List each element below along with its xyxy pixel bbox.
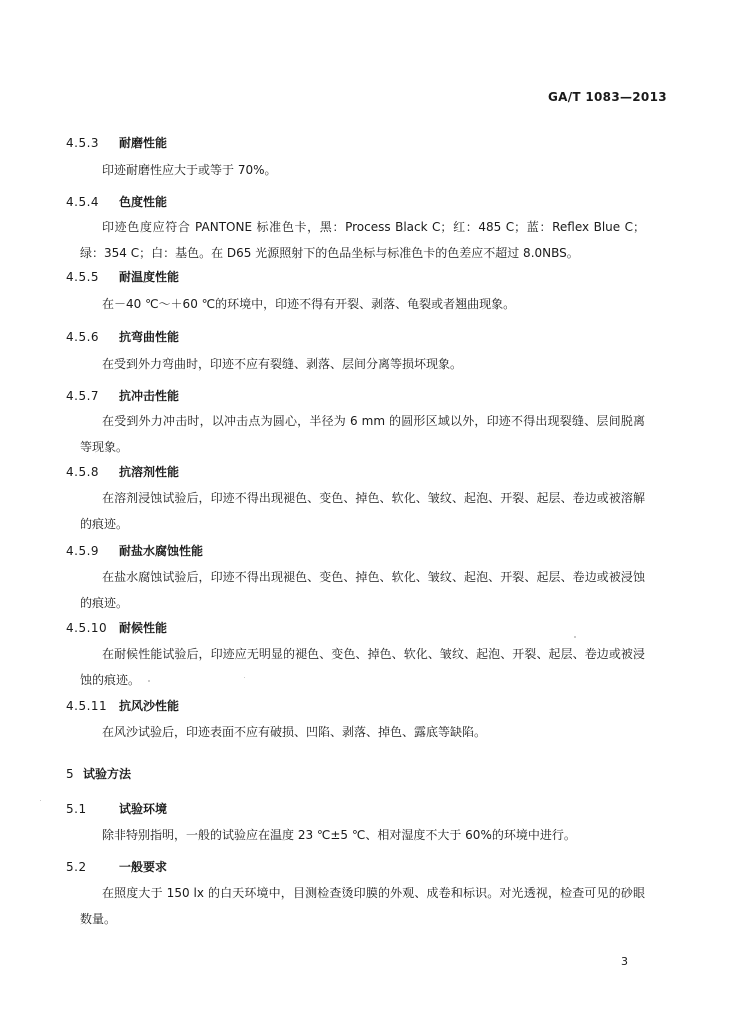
section-number: 4.5.7 [66, 389, 100, 403]
section-body-4-5-4: 印迹色度应符合 PANTONE 标准色卡，黑：Process Black C；红：485 C；蓝：Reflex Blue C；绿：354 C；白：基色。在 D65 光源照射下的色品坐标与标准色卡的色差应不超过 8.0NBS。 [80, 220, 645, 260]
scan-speck [148, 680, 150, 682]
section-number: 5.2 [66, 860, 87, 874]
section-body-4-5-5: 在－40 ℃～＋60 ℃的环境中，印迹不得有开裂、剥落、龟裂或者翘曲现象。 [102, 297, 516, 311]
section-heading-4-5-4 [66, 193, 167, 210]
section-title: 耐候性能 [119, 621, 168, 635]
section-heading-5-1 [66, 800, 167, 817]
section-number: 4.5.10 [66, 621, 108, 635]
section-heading-5-2 [66, 858, 167, 875]
section-heading-4-5-11 [66, 697, 179, 714]
section-body-4-5-6: 在受到外力弯曲时，印迹不应有裂缝、剥落、层间分离等损坏现象。 [102, 357, 463, 371]
section-number: 5.1 [66, 802, 87, 816]
section-title: 抗弯曲性能 [119, 330, 180, 344]
section-heading-4-5-3 [66, 134, 167, 151]
section-heading-4-5-5 [66, 268, 179, 285]
section-body-4-5-9: 在盐水腐蚀试验后，印迹不得出现褪色、变色、掉色、软化、皱纹、起泡、开裂、起层、卷边或被浸蚀的痕迹。 [80, 570, 645, 610]
section-title: 耐盐水腐蚀性能 [119, 544, 204, 558]
document-code: GA/T 1083—2013 [548, 90, 667, 104]
section-heading-4-5-10 [66, 619, 167, 636]
section-title: 抗风沙性能 [119, 699, 180, 713]
section-number: 4.5.9 [66, 544, 100, 558]
chapter-number: 5 [66, 767, 75, 781]
section-number: 4.5.8 [66, 465, 100, 479]
section-title: 耐磨性能 [119, 136, 168, 150]
section-heading-4-5-8 [66, 463, 179, 480]
section-heading-4-5-9 [66, 542, 203, 559]
section-body-4-5-3: 印迹耐磨性应大于或等于 70%。 [102, 163, 277, 177]
scan-speck [574, 636, 576, 638]
section-heading-4-5-6 [66, 328, 179, 345]
chapter-heading-5 [66, 765, 131, 782]
section-heading-4-5-7 [66, 387, 179, 404]
scan-speck [40, 800, 41, 801]
section-title: 试验环境 [119, 802, 168, 816]
section-number: 4.5.3 [66, 136, 100, 150]
section-body-5-2: 在照度大于 150 lx 的白天环境中，目测检查烫印膜的外观、成卷和标识。对光透视，检查可见的砂眼数量。 [80, 886, 645, 926]
section-body-4-5-7: 在受到外力冲击时，以冲击点为圆心，半径为 6 mm 的圆形区域以外，印迹不得出现裂缝、层间脱离等现象。 [80, 414, 645, 454]
section-body-4-5-8: 在溶剂浸蚀试验后，印迹不得出现褪色、变色、掉色、软化、皱纹、起泡、开裂、起层、卷边或被溶解的痕迹。 [80, 491, 645, 531]
section-number: 4.5.11 [66, 699, 108, 713]
section-number: 4.5.5 [66, 270, 100, 284]
section-title: 色度性能 [119, 195, 168, 209]
section-number: 4.5.6 [66, 330, 100, 344]
section-body-5-1: 除非特别指明，一般的试验应在温度 23 ℃±5 ℃、相对湿度不大于 60%的环境中进行。 [102, 828, 576, 842]
section-title: 耐温度性能 [119, 270, 180, 284]
section-body-4-5-11: 在风沙试验后，印迹表面不应有破损、凹陷、剥落、掉色、露底等缺陷。 [102, 725, 487, 739]
section-title: 抗溶剂性能 [119, 465, 180, 479]
section-title: 一般要求 [119, 860, 168, 874]
page-number: 3 [621, 955, 628, 968]
section-body-4-5-10: 在耐候性能试验后，印迹应无明显的褪色、变色、掉色、软化、皱纹、起泡、开裂、起层、卷边或被浸蚀的痕迹。 [80, 647, 645, 687]
section-number: 4.5.4 [66, 195, 100, 209]
chapter-title: 试验方法 [83, 767, 132, 781]
section-title: 抗冲击性能 [119, 389, 180, 403]
scan-speck [244, 677, 245, 678]
